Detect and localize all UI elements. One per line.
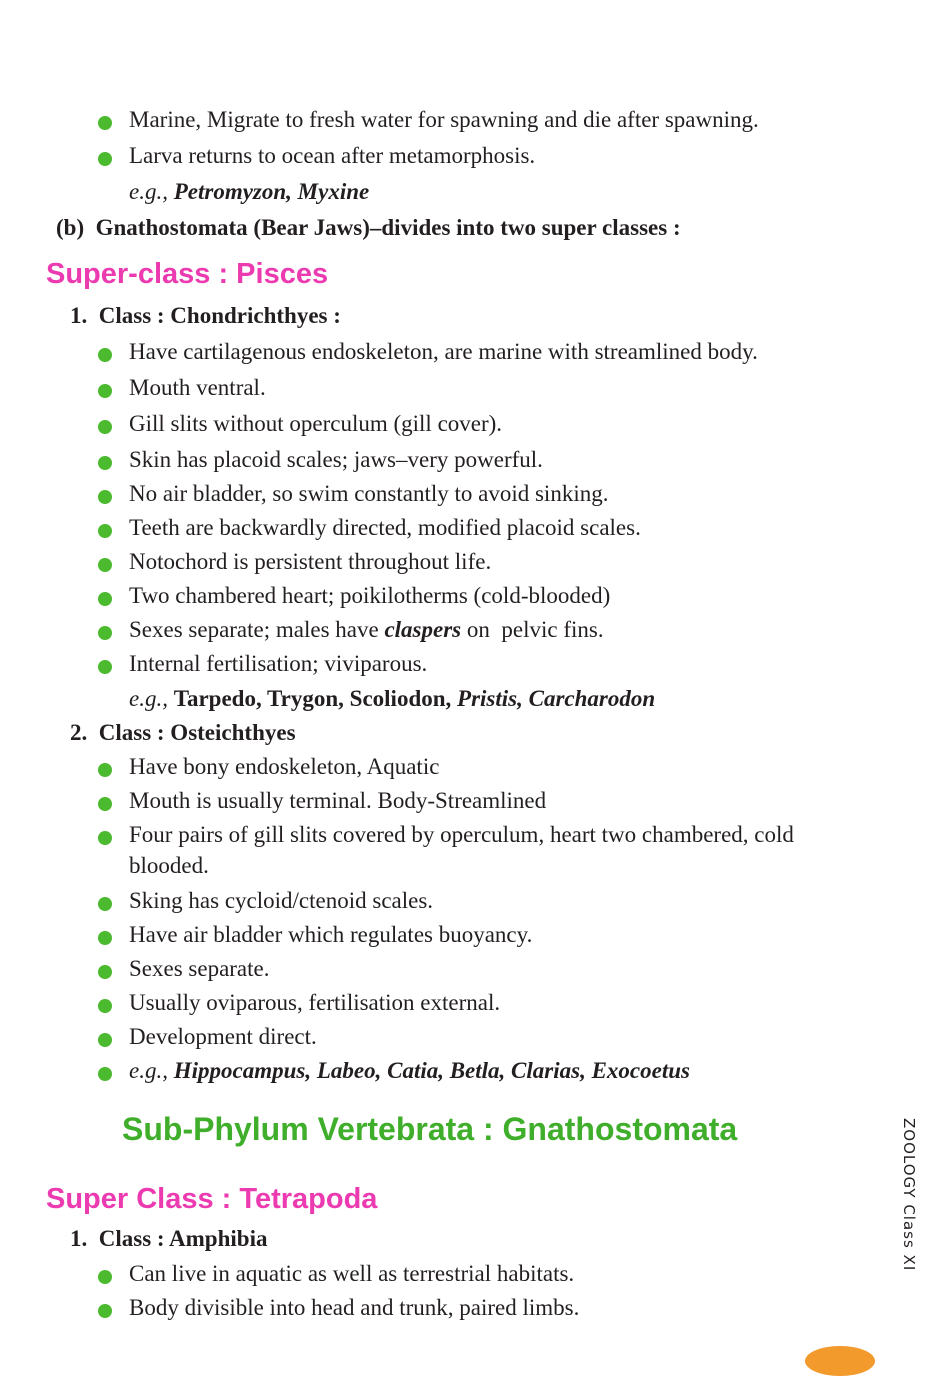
- section-heading-pisces: Super-class : Pisces: [46, 258, 329, 290]
- list-item: Two chambered heart; poikilotherms (cold-blooded): [98, 583, 610, 609]
- example-names: Tarpedo, Trygon, Scoliodon,: [173, 686, 452, 711]
- eg-prefix: e.g.,: [129, 686, 168, 711]
- list-item: Four pairs of gill slits covered by operculum, heart two chambered, cold blooded.: [98, 819, 879, 881]
- list-item: Mouth ventral.: [98, 375, 266, 401]
- list-item: Internal fertilisation; viviparous.: [98, 651, 427, 677]
- example-names: Hippocampus, Labeo, Catia, Betla, Clarias, Exocoetus: [173, 1058, 690, 1083]
- list-item: No air bladder, so swim constantly to avoid sinking.: [98, 481, 608, 507]
- emphasis-claspers: claspers: [384, 617, 462, 642]
- list-item: Teeth are backwardly directed, modified placoid scales.: [98, 515, 641, 541]
- list-item: Body divisible into head and trunk, paired limbs.: [98, 1295, 579, 1321]
- class-title-chondrichthyes: 1. Class : Chondrichthyes :: [70, 303, 341, 328]
- class-title-amphibia: 1. Class : Amphibia: [70, 1226, 268, 1251]
- list-item: Skin has placoid scales; jaws–very powerful.: [98, 447, 543, 473]
- list-item: Can live in aquatic as well as terrestrial habitats.: [98, 1261, 574, 1287]
- eg-prefix: e.g.,: [129, 1058, 168, 1083]
- eg-prefix: e.g.,: [129, 179, 168, 204]
- text: on pelvic fins.: [461, 617, 604, 642]
- list-item: Have bony endoskeleton, Aquatic: [98, 754, 439, 780]
- list-item: Gill slits without operculum (gill cover).: [98, 411, 502, 437]
- subphylum-heading: Sub-Phylum Vertebrata : Gnathostomata: [122, 1111, 738, 1147]
- example-names: Petromyzon, Myxine: [173, 179, 370, 204]
- list-item: Usually oviparous, fertilisation external.: [98, 990, 500, 1016]
- list-item: Sking has cycloid/ctenoid scales.: [98, 888, 433, 914]
- class-title-osteichthyes: 2. Class : Osteichthyes: [70, 720, 296, 745]
- text: Sexes separate; males have: [129, 617, 385, 642]
- list-item: Larva returns to ocean after metamorphosis.: [98, 143, 535, 169]
- list-item: Have air bladder which regulates buoyancy.: [98, 922, 532, 948]
- list-item: Mouth is usually terminal. Body-Streamlined: [98, 788, 546, 814]
- list-item: Notochord is persistent throughout life.: [98, 549, 491, 575]
- list-item: Have cartilagenous endoskeleton, are marine with streamlined body.: [98, 339, 758, 365]
- list-item: [98, 1058, 690, 1084]
- side-running-title: ZOOLOGY Class XI: [900, 1118, 918, 1272]
- page-corner-decoration: [805, 1346, 875, 1376]
- list-item: Development direct.: [98, 1024, 317, 1050]
- list-item: Sexes separate.: [98, 956, 270, 982]
- subsection-b-title: (b) Gnathostomata (Bear Jaws)–divides into two super classes :: [56, 215, 681, 240]
- list-item: [98, 617, 604, 643]
- list-item: Marine, Migrate to fresh water for spawning and die after spawning.: [98, 107, 759, 133]
- example-names-italic: Pristis, Carcharodon: [457, 686, 656, 711]
- example-line: [129, 179, 369, 205]
- example-line: [129, 686, 655, 712]
- section-heading-tetrapoda: Super Class : Tetrapoda: [46, 1183, 378, 1215]
